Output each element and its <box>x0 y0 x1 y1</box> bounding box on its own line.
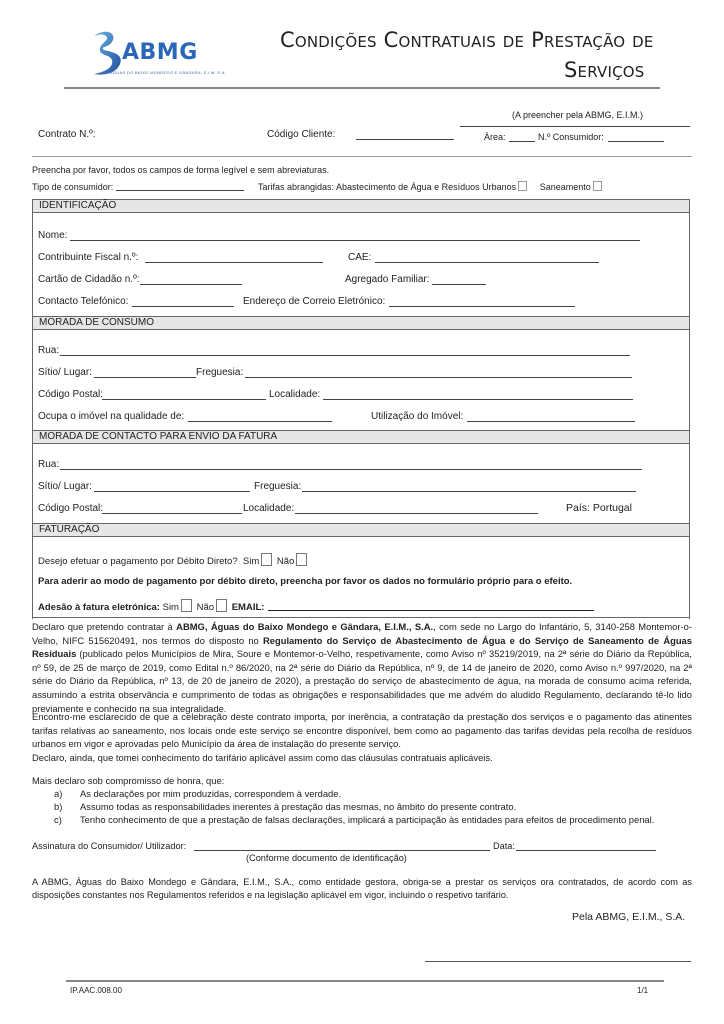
rua-consumo-label: Rua: <box>38 345 60 356</box>
rua-contacto-field[interactable] <box>60 469 642 470</box>
list-text: As declarações por mim produzidas, correspondem à verdade. <box>80 788 342 799</box>
admin-divider <box>32 156 692 157</box>
assinatura-label: Assinatura do Consumidor/ Utilizador: <box>32 841 187 851</box>
area-field[interactable] <box>509 141 535 142</box>
localidade-consumo-field[interactable] <box>323 399 633 400</box>
debito-nao-label: Não <box>276 556 295 567</box>
cartao-label: Cartão de Cidadão n.º: <box>38 274 140 285</box>
obligation-paragraph: A ABMG, Águas do Baixo Mondego e Gândara, E.I.M., S.A., como entidade gestora, obriga-se a prestar os serviços ora contratados, de acordo com as disposições constantes nos Regulamentos referidos e na legislação aplicável em vigor, incluindo o respetivo tarifário. <box>32 877 692 900</box>
fatura-email-field[interactable] <box>268 610 594 611</box>
cae-label: CAE: <box>348 252 372 263</box>
header-divider <box>64 87 660 89</box>
saneamento-label: Saneamento <box>539 182 591 192</box>
page-number: 1/1 <box>637 986 649 995</box>
conforme-note: (Conforme documento de identificação) <box>246 853 407 863</box>
localidade-contacto-label: Localidade: <box>243 503 295 514</box>
cp-contacto-field[interactable] <box>102 513 242 514</box>
consumidor-field[interactable] <box>608 141 664 142</box>
debito-question: Desejo efetuar o pagamento por Débito Direto? <box>38 556 238 567</box>
rua-contacto-label: Rua: <box>38 459 60 470</box>
assinatura-field[interactable] <box>194 850 490 851</box>
text-run: (publicado pelos Municípios de Mira, Soure e Montemor-o-Velho, respetivamente, como Aviso nº 35219/2019, na 2ª série do Diário da República, nº 59, de 25 de março de 2019, como Edital n.º 86/2020, na 2ª série do Diário da República, nº 9, de 14 de janeiro de 2020, como Aviso n.º 997/2020, na 2ª série do Diário da República, nº 13, de 20 de janeiro de 2020), a prestação do serviço de abastecimento de água, na morada de consumo acima referida, assumindo a estrita observância e cumprimento de todas as obrigações e responsabilidades que me advém do aludido Regulamento, declarando tê-lo lido previamente e conhecido na sua integralidade. <box>32 648 692 714</box>
company-name: ABMG, Águas do Baixo Mondego e Gândara, E.I.M., S.A. <box>176 621 434 632</box>
rua-consumo-field[interactable] <box>60 355 630 356</box>
debito-sim-checkbox[interactable] <box>261 553 272 566</box>
sitio-contacto-label: Sítio/ Lugar: <box>38 481 92 492</box>
admin-note: (A preencher pela ABMG, E.I.M.) <box>512 110 644 120</box>
nome-field[interactable] <box>70 240 640 241</box>
section-faturacao-header <box>32 523 690 537</box>
contacto-field[interactable] <box>132 306 234 307</box>
freguesia-consumo-field[interactable] <box>245 377 632 378</box>
instruction-text: Preencha por favor, todos os campos de forma legível e sem abreviaturas. <box>32 165 330 175</box>
tarifas-group <box>258 181 604 193</box>
fatura-sim-label: Sim <box>162 602 179 613</box>
debito-nao-checkbox[interactable] <box>296 553 307 566</box>
consumidor-label: N.º Consumidor: <box>538 132 604 142</box>
list-text: Assumo todas as responsabilidades inerentes à prestação das mesmas, no âmbito do presente contrato. <box>80 801 517 812</box>
utilizacao-field[interactable] <box>467 421 635 422</box>
agregado-field[interactable] <box>432 284 486 285</box>
tipo-consumidor-label: Tipo de consumidor: <box>32 182 114 192</box>
section-border-right <box>689 213 690 317</box>
abmg-signature-line[interactable] <box>425 961 691 962</box>
tarifas-label: Tarifas abrangidas: Abastecimento de Água e Resíduos Urbanos <box>258 182 517 192</box>
honra-item-a <box>54 788 341 800</box>
fatura-nao-label: Não <box>196 602 215 613</box>
honra-item-b <box>54 801 516 813</box>
logo-wordmark: ABMG <box>122 40 198 65</box>
pais-value: Portugal <box>592 502 632 514</box>
saneamento-checkbox[interactable] <box>593 181 602 191</box>
pais-group <box>566 502 632 514</box>
agregado-label: Agregado Familiar: <box>345 274 430 285</box>
section-border-left <box>32 537 33 619</box>
list-text: Tenho conhecimento de que a prestação de falsas declarações, implicará a participação às entidades para efeitos de procedimento penal. <box>80 814 655 825</box>
section-morada-consumo-header <box>32 316 690 330</box>
declaration-paragraph-3: Declaro, ainda, que tomei conhecimento do tarifário aplicável assim como das cláusulas contratuais aplicáveis. <box>32 752 493 763</box>
cp-consumo-field[interactable] <box>102 399 266 400</box>
freguesia-contacto-field[interactable] <box>302 491 636 492</box>
contribuinte-field[interactable] <box>145 262 323 263</box>
utilizacao-label: Utilização do Imóvel: <box>371 411 464 422</box>
list-marker: a) <box>54 788 63 799</box>
localidade-contacto-field[interactable] <box>295 513 538 514</box>
fatura-email-label: EMAIL: <box>231 602 265 613</box>
section-morada-contacto-header <box>32 430 690 444</box>
honra-heading: Mais declaro sob compromisso de honra, que: <box>32 775 225 786</box>
localidade-consumo-label: Localidade: <box>269 389 321 400</box>
fatura-nao-checkbox[interactable] <box>216 599 227 612</box>
section-title: MORADA DE CONTACTO PARA ENVIO DA FATURA <box>39 431 278 442</box>
cartao-field[interactable] <box>140 284 242 285</box>
cae-field[interactable] <box>375 262 599 263</box>
ocupa-field[interactable] <box>188 421 332 422</box>
debito-sim-label: Sim <box>242 556 260 567</box>
section-border-right <box>689 330 690 430</box>
text-run: , com sede no Largo do Infantário, 5, 3140-258 Montemor-o-Velho, NIFC 515620491, nos termos do disposto no <box>32 621 692 646</box>
regulation-name: Regulamento do Serviço de Abastecimento de Água e do Serviço de Saneamento de Águas Residuais <box>32 634 692 660</box>
section-bottom-border <box>32 617 690 618</box>
page-title-line2: Serviços <box>564 58 645 82</box>
text-run: Declaro que pretendo contratar à <box>32 621 177 632</box>
section-border-left <box>32 444 33 524</box>
section-title: FATURAÇÃO <box>39 524 100 535</box>
nome-label: Nome: <box>38 230 68 241</box>
declaration-paragraph-2: Encontro-me esclarecido de que a celebração deste contrato importa, por inerência, a contratação da prestação dos serviços e o pagamento das atinentes tarifas relativas ao saneamento, nos locais onde este serviço se encontre disponível, bem como ao pagamento das tarifas devidas pela recolha de resíduos urbanos em vigor e aprovadas pelo Município da área de instalação do presente serviço. <box>32 711 692 750</box>
debito-row <box>38 553 309 568</box>
email-label: Endereço de Correio Eletrónico: <box>243 296 386 307</box>
fatura-row <box>38 599 264 614</box>
document-code: IP.AAC.008.00 <box>70 986 122 995</box>
fatura-sim-checkbox[interactable] <box>181 599 192 612</box>
section-border-left <box>32 330 33 430</box>
pela-abmg: Pela ABMG, E.I.M., S.A. <box>572 911 686 923</box>
admin-top-line <box>460 126 690 127</box>
section-border-right <box>689 537 690 619</box>
honra-item-c <box>54 814 654 826</box>
freguesia-consumo-label: Freguesia: <box>196 367 244 378</box>
page-title-line1: Condições Contratuais de Prestação de <box>280 28 654 52</box>
tipo-consumidor-field[interactable] <box>116 190 244 191</box>
area-label: Área: <box>484 132 506 142</box>
contrato-label: Contrato N.º: <box>38 129 96 140</box>
data-label: Data: <box>493 841 515 851</box>
cp-consumo-label: Código Postal: <box>38 389 104 400</box>
tarifas-agua-checkbox[interactable] <box>518 181 527 191</box>
footer-divider <box>66 980 664 982</box>
fatura-label: Adesão à fatura eletrónica: <box>38 602 160 613</box>
contribuinte-label: Contribuinte Fiscal n.º: <box>38 252 139 263</box>
pais-label: País: <box>566 502 590 514</box>
section-title: MORADA DE CONSUMO <box>39 317 155 328</box>
section-border-right <box>689 444 690 524</box>
list-marker: b) <box>54 801 63 812</box>
codigo-cliente-label: Código Cliente: <box>267 129 336 140</box>
debito-note: Para aderir ao modo de pagamento por débito direto, preencha por favor os dados no formulário próprio para o efeito. <box>38 576 573 587</box>
ocupa-label: Ocupa o imóvel na qualidade de: <box>38 411 185 422</box>
codigo-cliente-field[interactable] <box>356 139 454 140</box>
list-marker: c) <box>54 814 62 825</box>
email-field[interactable] <box>389 306 575 307</box>
section-border-left <box>32 213 33 317</box>
data-field[interactable] <box>516 850 656 851</box>
section-identificacao-header <box>32 199 690 213</box>
logo-subtitle: ÁGUAS DO BAIXO MONDEGO E GÂNDARA, E.I.M. S.A. <box>110 70 227 75</box>
sitio-contacto-field[interactable] <box>94 491 250 492</box>
contacto-label: Contacto Telefónico: <box>38 296 129 307</box>
declaration-paragraph-1 <box>32 620 692 715</box>
sitio-consumo-field[interactable] <box>94 377 196 378</box>
cp-contacto-label: Código Postal: <box>38 503 104 514</box>
freguesia-contacto-label: Freguesia: <box>254 481 302 492</box>
sitio-consumo-label: Sítio/ Lugar: <box>38 367 92 378</box>
section-title: IDENTIFICAÇÃO <box>39 200 117 211</box>
